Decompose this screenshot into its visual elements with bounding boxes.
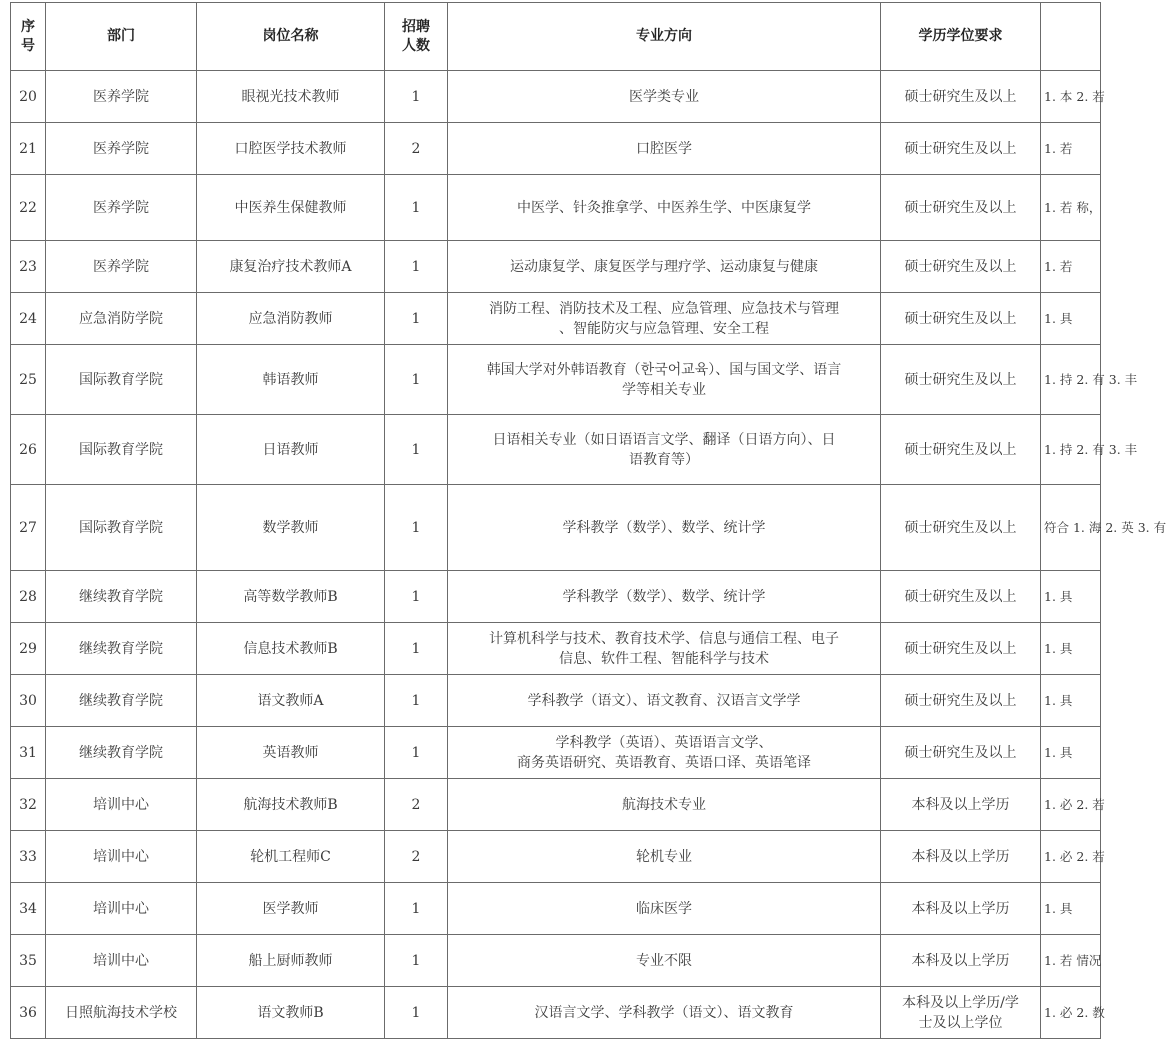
cell-other: 1. 具 [1041,293,1101,345]
cell-position: 应急消防教师 [197,293,385,345]
cell-seq: 33 [11,831,46,883]
cell-seq: 25 [11,345,46,415]
cell-other: 1. 若 情况 [1041,935,1101,987]
table-row [11,175,1101,241]
cell-degree: 硕士研究生及以上 [881,345,1041,415]
table-row [11,241,1101,293]
cell-degree: 本科及以上学历 [881,779,1041,831]
cell-other: 1. 若 [1041,241,1101,293]
cell-count: 2 [385,123,448,175]
cell-count: 2 [385,779,448,831]
cell-other: 1. 本 2. 若 [1041,71,1101,123]
cell-dept: 继续教育学院 [46,623,197,675]
cell-count: 1 [385,987,448,1039]
cell-degree: 硕士研究生及以上 [881,623,1041,675]
cell-seq: 20 [11,71,46,123]
cell-other: 1. 必 2. 若 [1041,831,1101,883]
cell-major: 学科教学（英语）、英语语言文学、 商务英语研究、英语教育、英语口译、英语笔译 [448,727,881,779]
header-other [1041,3,1101,71]
cell-dept: 日照航海技术学校 [46,987,197,1039]
cell-degree: 本科及以上学历 [881,831,1041,883]
cell-degree: 硕士研究生及以上 [881,241,1041,293]
table-row [11,123,1101,175]
header-row [11,3,1101,71]
cell-seq: 35 [11,935,46,987]
cell-other: 1. 若 [1041,123,1101,175]
cell-seq: 23 [11,241,46,293]
cell-dept: 培训中心 [46,883,197,935]
cell-degree: 硕士研究生及以上 [881,293,1041,345]
cell-seq: 27 [11,485,46,571]
cell-degree: 硕士研究生及以上 [881,727,1041,779]
header-position: 岗位名称 [197,3,385,71]
cell-position: 中医养生保健教师 [197,175,385,241]
header-seq: 序 号 [11,3,46,71]
cell-count: 1 [385,727,448,779]
header-dept: 部门 [46,3,197,71]
cell-seq: 29 [11,623,46,675]
cell-major: 韩国大学对外韩语教育（한국어교육）、国与国文学、语言 学等相关专业 [448,345,881,415]
cell-count: 1 [385,883,448,935]
cell-position: 轮机工程师C [197,831,385,883]
cell-position: 英语教师 [197,727,385,779]
cell-dept: 继续教育学院 [46,675,197,727]
cell-other: 1. 具 [1041,727,1101,779]
cell-position: 日语教师 [197,415,385,485]
cell-count: 1 [385,415,448,485]
cell-major: 学科教学（语文）、语文教育、汉语言文学学 [448,675,881,727]
cell-degree: 硕士研究生及以上 [881,123,1041,175]
cell-count: 1 [385,485,448,571]
cell-dept: 医养学院 [46,123,197,175]
table-row [11,345,1101,415]
cell-degree: 本科及以上学历/学 士及以上学位 [881,987,1041,1039]
cell-position: 数学教师 [197,485,385,571]
cell-major: 日语相关专业（如日语语言文学、翻译（日语方向）、日 语教育等） [448,415,881,485]
cell-count: 1 [385,935,448,987]
cell-dept: 继续教育学院 [46,571,197,623]
cell-other: 1. 具 [1041,623,1101,675]
cell-other: 符合 1. 海 2. 英 3. 有 [1041,485,1101,571]
cell-degree: 硕士研究生及以上 [881,675,1041,727]
recruitment-table [10,2,1166,1039]
cell-count: 1 [385,623,448,675]
cell-position: 高等数学教师B [197,571,385,623]
cell-other: 1. 具 [1041,675,1101,727]
cell-position: 韩语教师 [197,345,385,415]
cell-position: 康复治疗技术教师A [197,241,385,293]
cell-major: 计算机科学与技术、教育技术学、信息与通信工程、电子 信息、软件工程、智能科学与技术 [448,623,881,675]
cell-other: 1. 持 2. 有 3. 丰 [1041,415,1101,485]
cell-position: 医学教师 [197,883,385,935]
cell-dept: 培训中心 [46,831,197,883]
cell-major: 临床医学 [448,883,881,935]
header-major: 专业方向 [448,3,881,71]
cell-count: 1 [385,71,448,123]
cell-seq: 30 [11,675,46,727]
cell-dept: 继续教育学院 [46,727,197,779]
cell-degree: 本科及以上学历 [881,883,1041,935]
cell-seq: 21 [11,123,46,175]
cell-dept: 医养学院 [46,71,197,123]
cell-seq: 24 [11,293,46,345]
table-body [11,71,1166,1039]
table-row [11,727,1101,779]
table-row [11,293,1101,345]
cell-position: 航海技术教师B [197,779,385,831]
cell-count: 1 [385,345,448,415]
table-row [11,935,1101,987]
cell-degree: 硕士研究生及以上 [881,71,1041,123]
cell-major: 学科教学（数学）、数学、统计学 [448,571,881,623]
cell-other: 1. 必 2. 教 [1041,987,1101,1039]
cell-count: 1 [385,675,448,727]
cell-position: 口腔医学技术教师 [197,123,385,175]
cell-major: 学科教学（数学）、数学、统计学 [448,485,881,571]
cell-major: 医学类专业 [448,71,881,123]
cell-seq: 22 [11,175,46,241]
table-row [11,831,1101,883]
table-row [11,485,1101,571]
cell-dept: 培训中心 [46,779,197,831]
cell-seq: 26 [11,415,46,485]
table-row [11,779,1101,831]
table-row [11,675,1101,727]
cell-other: 1. 具 [1041,571,1101,623]
cell-count: 1 [385,241,448,293]
cell-dept: 国际教育学院 [46,345,197,415]
cell-major: 口腔医学 [448,123,881,175]
cell-dept: 国际教育学院 [46,485,197,571]
cell-seq: 36 [11,987,46,1039]
cell-degree: 硕士研究生及以上 [881,415,1041,485]
cell-other: 1. 必 2. 若 [1041,779,1101,831]
cell-position: 眼视光技术教师 [197,71,385,123]
table-row [11,883,1101,935]
table-row [11,571,1101,623]
cell-degree: 硕士研究生及以上 [881,175,1041,241]
cell-dept: 医养学院 [46,241,197,293]
cell-major: 轮机专业 [448,831,881,883]
table-row [11,415,1101,485]
cell-position: 船上厨师教师 [197,935,385,987]
cell-other: 1. 具 [1041,883,1101,935]
cell-degree: 硕士研究生及以上 [881,485,1041,571]
cell-dept: 国际教育学院 [46,415,197,485]
cell-major: 汉语言文学、学科教学（语文）、语文教育 [448,987,881,1039]
cell-major: 运动康复学、康复医学与理疗学、运动康复与健康 [448,241,881,293]
cell-seq: 34 [11,883,46,935]
cell-degree: 本科及以上学历 [881,935,1041,987]
cell-other: 1. 持 2. 有 3. 丰 [1041,345,1101,415]
cell-count: 2 [385,831,448,883]
cell-degree: 硕士研究生及以上 [881,571,1041,623]
cell-count: 1 [385,571,448,623]
cell-dept: 医养学院 [46,175,197,241]
cell-seq: 31 [11,727,46,779]
cell-dept: 培训中心 [46,935,197,987]
cell-position: 语文教师A [197,675,385,727]
header-degree: 学历学位要求 [881,3,1041,71]
table-row [11,71,1101,123]
table-row [11,987,1101,1039]
cell-major: 消防工程、消防技术及工程、应急管理、应急技术与管理 、智能防灾与应急管理、安全工程 [448,293,881,345]
header-count: 招聘 人数 [385,3,448,71]
cell-seq: 32 [11,779,46,831]
cell-seq: 28 [11,571,46,623]
table-row [11,623,1101,675]
cell-other: 1. 若 称， [1041,175,1101,241]
cell-major: 航海技术专业 [448,779,881,831]
cell-dept: 应急消防学院 [46,293,197,345]
cell-position: 语文教师B [197,987,385,1039]
cell-major: 中医学、针灸推拿学、中医养生学、中医康复学 [448,175,881,241]
cell-position: 信息技术教师B [197,623,385,675]
cell-count: 1 [385,293,448,345]
cell-major: 专业不限 [448,935,881,987]
cell-count: 1 [385,175,448,241]
